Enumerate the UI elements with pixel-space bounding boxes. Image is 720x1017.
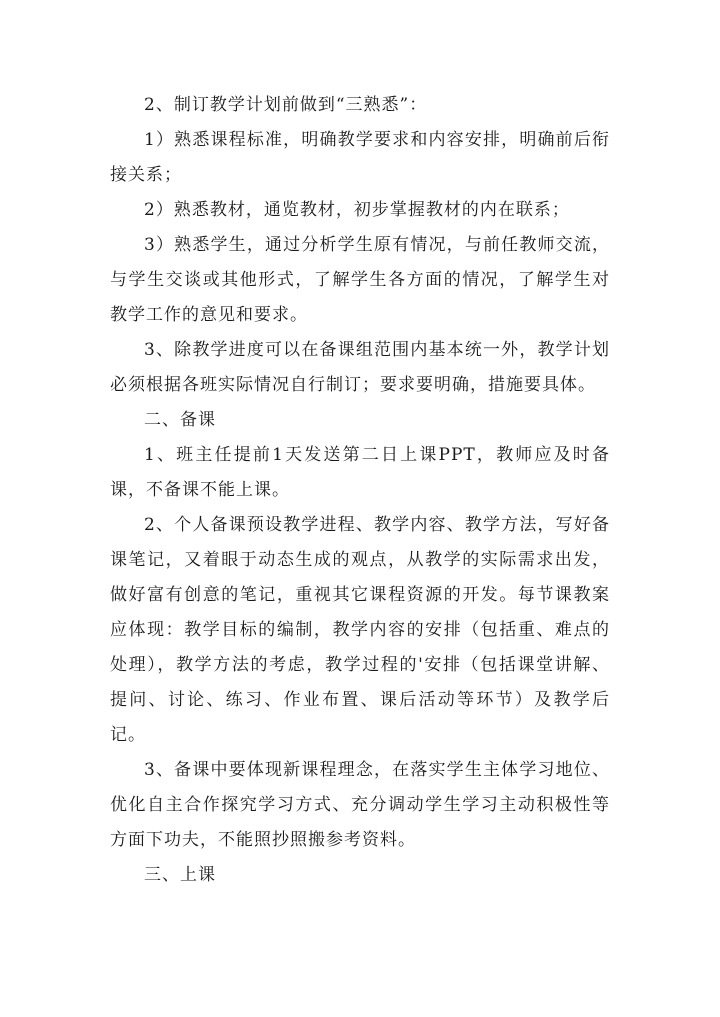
paragraph-prep-individual: 2、个人备课预设教学进程、教学内容、教学方法，写好备课笔记，又着眼于动态生成的观点，从教学的实际需求出发，做好富有创意的笔记，重视其它课程资源的开发。每节课教案应体现：教学目标的编制，教学内容的安排（包括重、难点的处理），教学方法的考虑，教学过程的'安排（包括课堂讲解、提问、讨论、练习、作业布置、课后活动等环节）及教学后记。 (110, 515, 610, 745)
paragraph-prep-new-curriculum: 3、备课中要体现新课程理念，在落实学生主体学习地位、优化自主合作探究学习方式、充分调动学生学习主动积极性等方面下功夫，不能照抄照搬参考资料。 (110, 760, 610, 850)
paragraph-familiar-textbook: 2）熟悉教材，通览教材，初步掌握教材的内在联系； (144, 200, 570, 220)
paragraph-familiar-standard: 1）熟悉课程标准，明确教学要求和内容安排，明确前后衔接关系； (110, 130, 610, 185)
section-heading-lesson-prep: 二、备课 (144, 410, 216, 430)
paragraph-familiar-students: 3）熟悉学生，通过分析学生原有情况，与前任教师交流，与学生交谈或其他形式，了解学生各方面的情况，了解学生对教学工作的意见和要求。 (110, 235, 610, 325)
section-heading-teaching: 三、上课 (144, 865, 216, 885)
paragraph-plan-progress: 3、除教学进度可以在备课组范围内基本统一外，教学计划必须根据各班实际情况自行制订；要求要明确，措施要具体。 (110, 340, 610, 395)
paragraph-prep-ppt: 1、班主任提前1天发送第二日上课PPT，教师应及时备课，不备课不能上课。 (110, 445, 610, 500)
paragraph-plan-three-familiar: 2、制订教学计划前做到“三熟悉”： (144, 95, 428, 115)
